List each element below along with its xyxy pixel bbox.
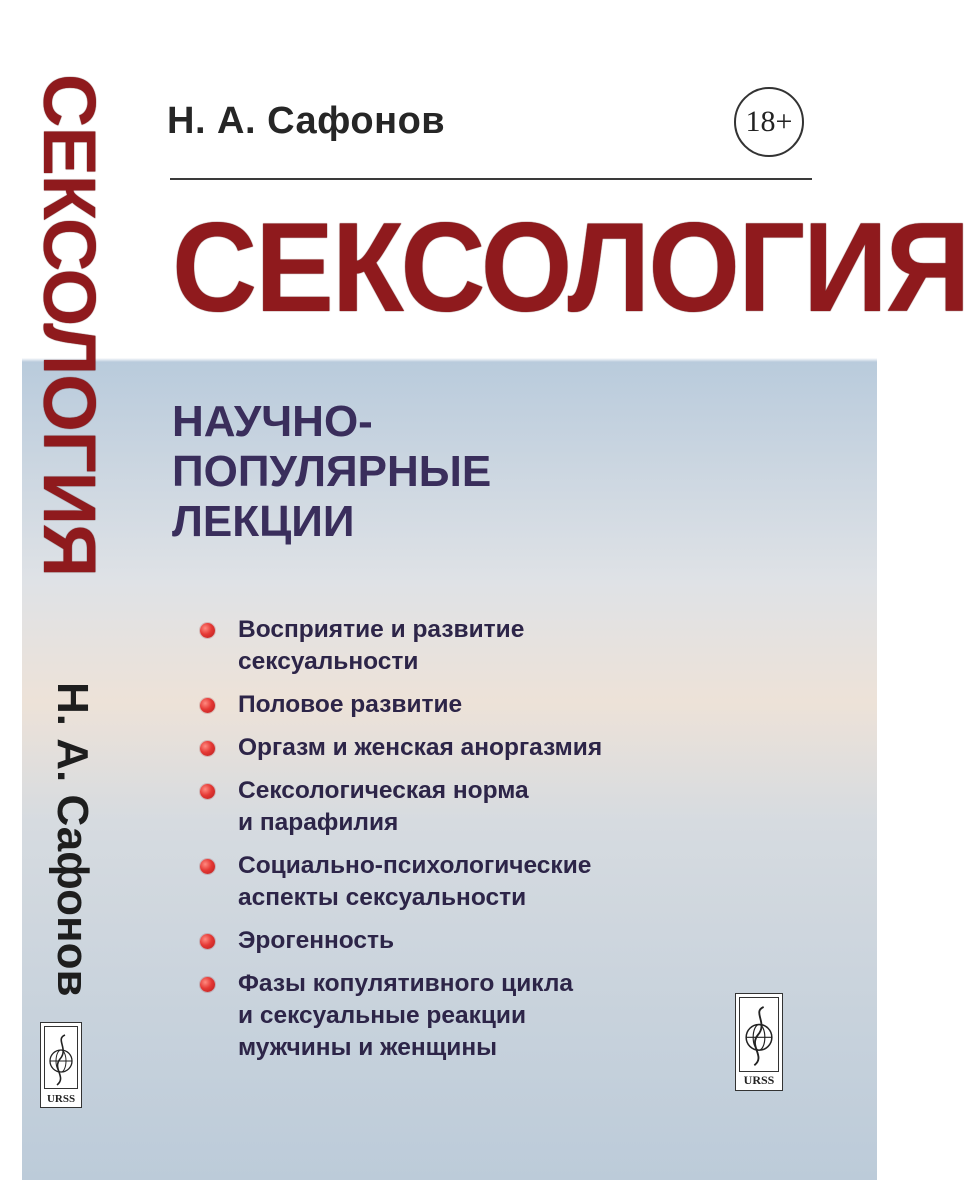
book-title: СЕКСОЛОГИЯ xyxy=(172,196,969,339)
red-bullet-icon xyxy=(200,934,215,949)
subtitle-line: ПОПУЛЯРНЫЕ xyxy=(172,447,492,496)
topic-item: Социально-психологические аспекты сексуальности xyxy=(200,850,760,914)
subtitle xyxy=(172,397,491,547)
divider xyxy=(170,178,812,180)
spine-title: СЕКСОЛОГИЯ xyxy=(28,74,111,577)
spine-author: Н. А. Сафонов xyxy=(48,682,97,997)
topic-item: Восприятие и развитие сексуальности xyxy=(200,614,760,678)
red-bullet-icon xyxy=(200,977,215,992)
book-cover xyxy=(22,62,969,1180)
topic-item: Оргазм и женская аноргазмия xyxy=(200,732,760,764)
subtitle-line: НАУЧНО- xyxy=(172,397,373,446)
topic-item: Эрогенность xyxy=(200,925,760,957)
red-bullet-icon xyxy=(200,859,215,874)
publisher-logo-label: URSS xyxy=(743,1073,775,1087)
red-bullet-icon xyxy=(200,741,215,756)
red-bullet-icon xyxy=(200,623,215,638)
author-name: Н. А. Сафонов xyxy=(167,100,446,142)
red-bullet-icon xyxy=(200,784,215,799)
topic-item: Половое развитие xyxy=(200,689,760,721)
publisher-urss-logo-icon xyxy=(735,993,783,1091)
red-bullet-icon xyxy=(200,698,215,713)
age-rating-badge: 18+ xyxy=(734,87,804,157)
topic-item: Фазы копулятивного цикла и сексуальные реакции мужчины и женщины xyxy=(200,968,760,1064)
topic-item: Сексологическая норма и парафилия xyxy=(200,775,760,839)
topics-list xyxy=(200,614,760,1075)
subtitle-line: ЛЕКЦИИ xyxy=(172,497,355,546)
globe-icon xyxy=(738,1000,780,1070)
globe-icon xyxy=(43,1029,79,1089)
spine xyxy=(22,62,110,1180)
spine-logo-label: URSS xyxy=(46,1093,76,1105)
spine-urss-logo-icon xyxy=(40,1022,82,1108)
